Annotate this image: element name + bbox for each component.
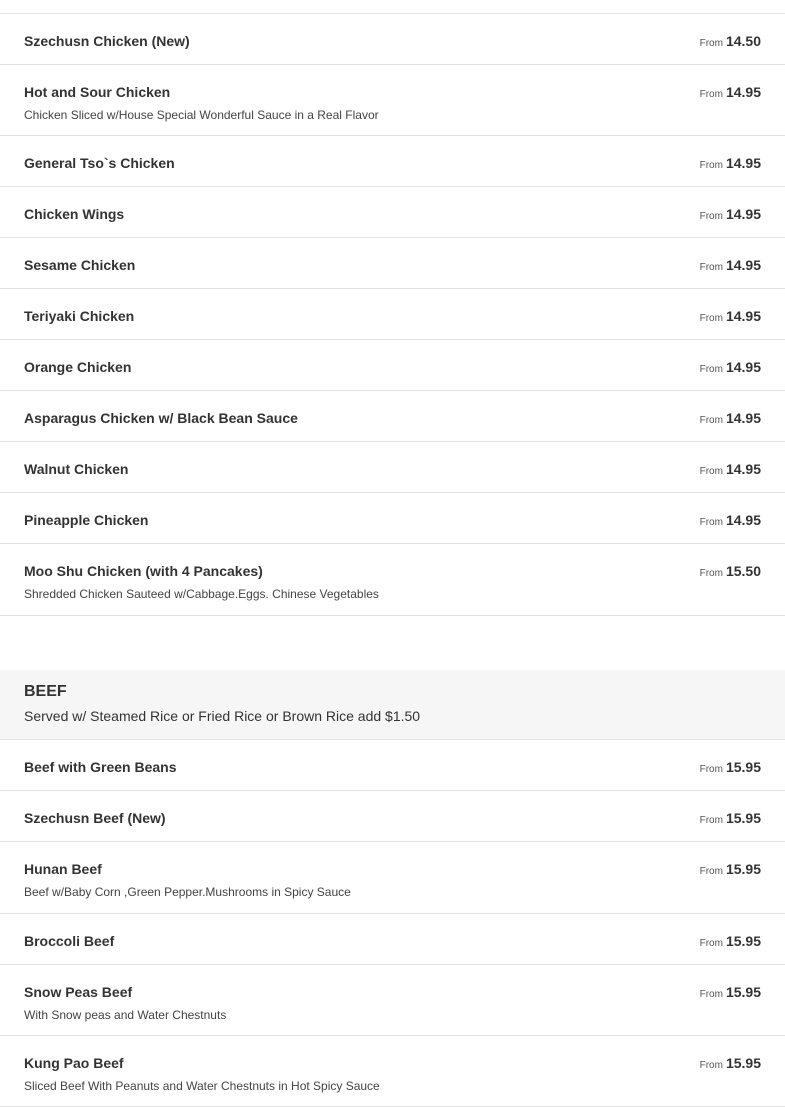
price-value: 14.95 xyxy=(725,410,761,427)
price-from-label: From xyxy=(699,764,723,776)
menu-item-description: Shredded Chicken Sauteed w/Cabbage.Eggs. Chinese Vegetables xyxy=(24,587,379,602)
menu-item[interactable] xyxy=(0,740,785,791)
menu-item-name: Moo Shu Chicken (with 4 Pancakes) xyxy=(24,563,263,580)
menu-item-name: Kung Pao Beef xyxy=(24,1054,124,1071)
menu-item-description: Chicken Sliced w/House Special Wonderful Sauce in a Real Flavor xyxy=(24,108,379,122)
category-subtitle: Served w/ Steamed Rice or Fried Rice or Brown Rice add $1.50 xyxy=(24,708,421,725)
menu-item[interactable] xyxy=(0,442,785,493)
price-value: 14.95 xyxy=(725,461,761,478)
menu-item-price xyxy=(700,862,761,878)
menu-item[interactable] xyxy=(0,544,785,615)
price-value: 15.95 xyxy=(725,861,761,878)
previous-item-cutoff xyxy=(0,0,785,13)
menu-item-name: Chicken Wings xyxy=(24,206,125,223)
menu-item[interactable] xyxy=(0,187,785,238)
menu-item-price xyxy=(700,411,761,427)
menu-item[interactable] xyxy=(0,391,785,442)
price-from-label: From xyxy=(699,262,723,274)
menu-item-price xyxy=(700,156,761,172)
price-from-label: From xyxy=(699,466,723,478)
menu-item-name: Walnut Chicken xyxy=(24,461,129,478)
menu-item-price xyxy=(700,207,761,223)
menu-item-name: Snow Peas Beef xyxy=(24,983,133,1000)
price-value: 14.50 xyxy=(725,33,761,49)
menu-item-name: Beef with Green Beans xyxy=(24,759,177,776)
price-from-label: From xyxy=(699,815,723,827)
price-from-label: From xyxy=(699,211,723,223)
price-from-label: From xyxy=(699,38,723,49)
price-value: 15.95 xyxy=(725,810,761,827)
category-title: BEEF xyxy=(24,682,67,700)
menu-item-name: Szechusn Beef (New) xyxy=(24,810,166,827)
menu-item-price xyxy=(700,513,761,529)
menu-item[interactable] xyxy=(0,14,785,65)
menu-item-price xyxy=(700,811,761,827)
menu-item-description: Sliced Beef With Peanuts and Water Chestnuts in Hot Spicy Sauce xyxy=(24,1078,380,1093)
menu-item-name: Sesame Chicken xyxy=(24,257,136,274)
price-from-label: From xyxy=(699,364,723,376)
price-value: 15.95 xyxy=(725,983,761,1000)
menu-item-name: Teriyaki Chicken xyxy=(24,308,135,325)
menu-item-description: With Snow peas and Water Chestnuts xyxy=(24,1007,227,1022)
price-value: 15.95 xyxy=(725,759,761,776)
price-value: 14.95 xyxy=(725,512,761,529)
menu-item[interactable] xyxy=(0,289,785,340)
menu-item-name: Hot and Sour Chicken xyxy=(24,84,171,100)
menu-item-price xyxy=(700,985,761,1001)
menu-item-price xyxy=(700,258,761,274)
menu-item-price xyxy=(700,1056,761,1072)
menu-item-price xyxy=(700,34,761,50)
price-value: 15.95 xyxy=(725,1054,761,1071)
menu-item[interactable] xyxy=(0,65,785,136)
price-from-label: From xyxy=(699,160,723,172)
menu-item[interactable] xyxy=(0,791,785,842)
price-value: 14.95 xyxy=(725,84,761,100)
beef-item-list xyxy=(0,739,785,1107)
menu-item-name: General Tso`s Chicken xyxy=(24,155,175,172)
menu-item[interactable] xyxy=(0,965,785,1036)
price-from-label: From xyxy=(699,313,723,325)
menu-item-name: Broccoli Beef xyxy=(24,932,115,949)
menu-item-price xyxy=(700,360,761,376)
price-from-label: From xyxy=(699,568,723,580)
menu-item-description: Beef w/Baby Corn ,Green Pepper.Mushrooms in Spicy Sauce xyxy=(24,885,351,900)
menu-item[interactable] xyxy=(0,1036,785,1107)
price-from-label: From xyxy=(699,89,723,100)
price-from-label: From xyxy=(699,1059,723,1071)
menu-item[interactable] xyxy=(0,238,785,289)
menu-item-name: Pineapple Chicken xyxy=(24,512,149,529)
menu-item-price xyxy=(700,85,761,101)
menu-item-price xyxy=(700,564,761,580)
price-value: 15.50 xyxy=(725,563,761,580)
menu-item-name: Orange Chicken xyxy=(24,359,132,376)
price-value: 14.95 xyxy=(725,308,761,325)
price-value: 15.95 xyxy=(725,932,761,949)
menu-item-price xyxy=(700,309,761,325)
price-from-label: From xyxy=(699,937,723,949)
price-value: 14.95 xyxy=(725,206,761,223)
price-from-label: From xyxy=(699,415,723,427)
price-from-label: From xyxy=(699,988,723,1000)
menu-item[interactable] xyxy=(0,136,785,187)
menu-item-price xyxy=(700,462,761,478)
section-spacer xyxy=(0,616,785,670)
price-from-label: From xyxy=(699,866,723,878)
menu-item[interactable] xyxy=(0,842,785,913)
menu-item[interactable] xyxy=(0,493,785,544)
menu-item-name: Szechusn Chicken (New) xyxy=(24,33,190,49)
menu-item-price xyxy=(700,934,761,950)
menu-item-name: Hunan Beef xyxy=(24,861,102,878)
menu-item-price xyxy=(700,760,761,776)
chicken-item-list xyxy=(0,13,785,616)
category-header-beef xyxy=(0,670,785,739)
price-value: 14.95 xyxy=(725,155,761,172)
menu-item-name: Asparagus Chicken w/ Black Bean Sauce xyxy=(24,410,298,427)
menu-item[interactable] xyxy=(0,340,785,391)
menu-item[interactable] xyxy=(0,914,785,965)
price-from-label: From xyxy=(699,517,723,529)
price-value: 14.95 xyxy=(725,359,761,376)
price-value: 14.95 xyxy=(725,257,761,274)
